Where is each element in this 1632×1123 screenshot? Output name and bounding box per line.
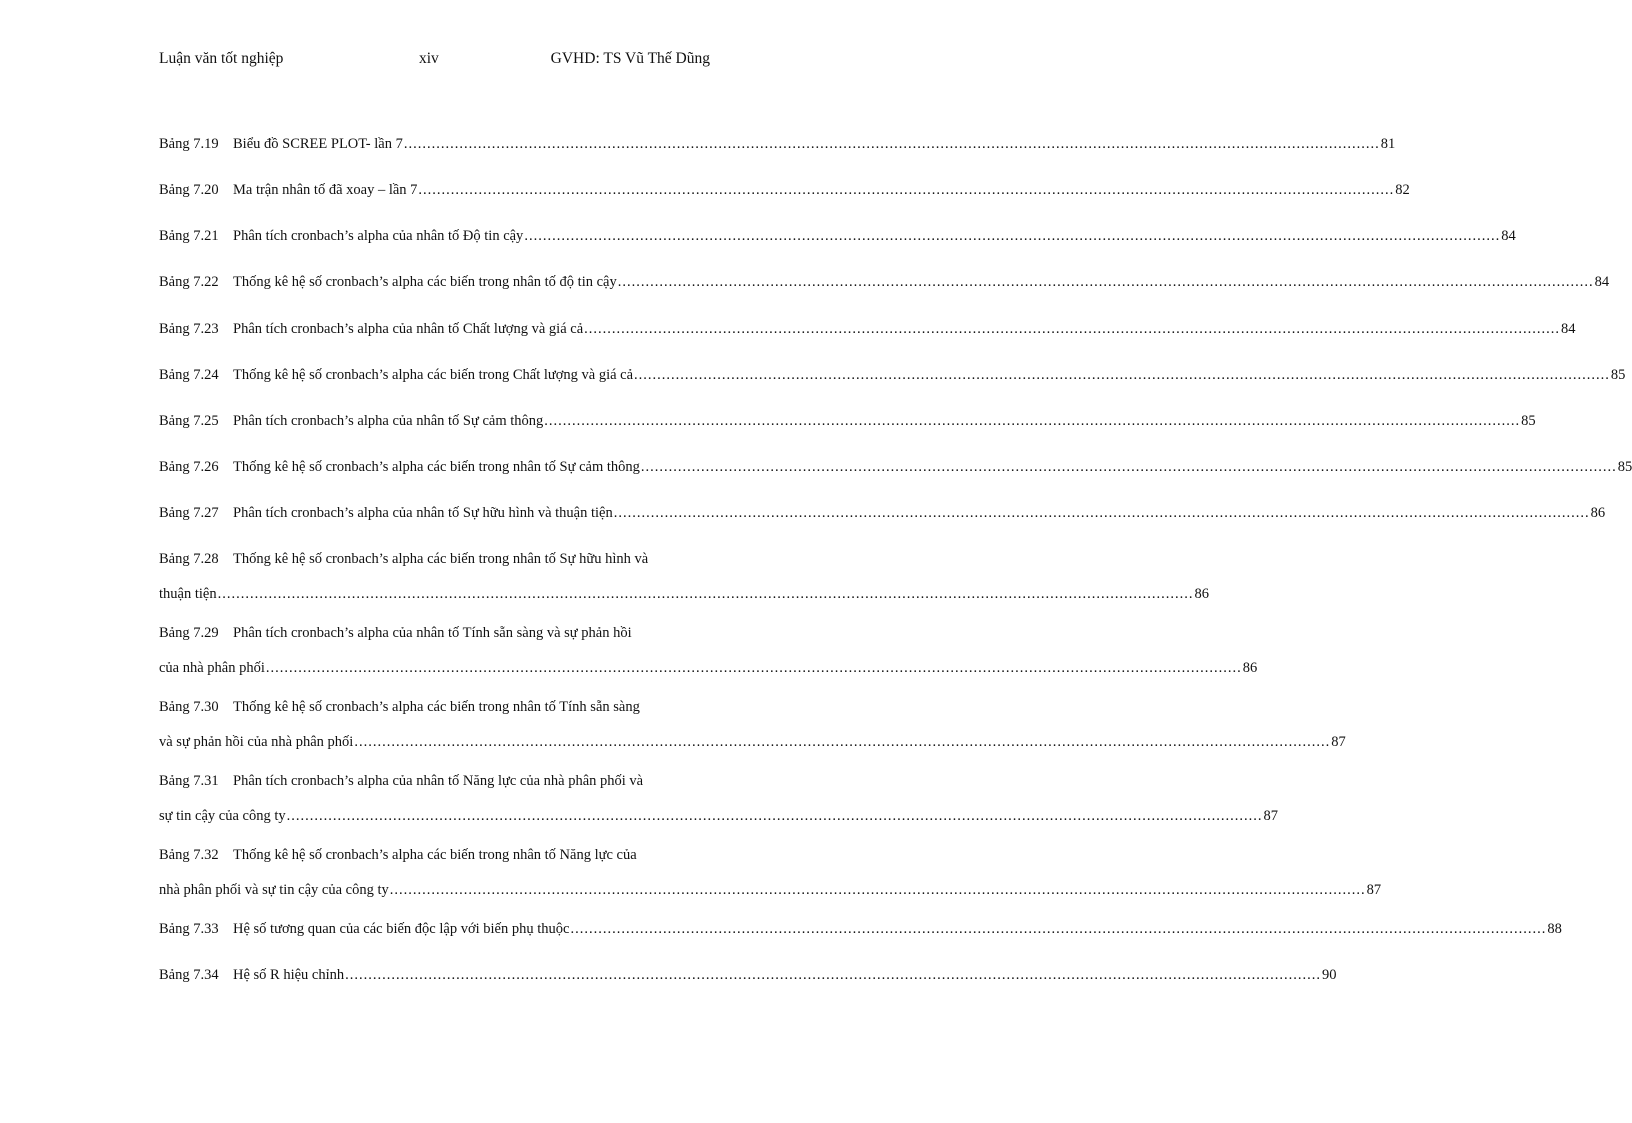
toc-leader-dots (584, 320, 1560, 338)
toc-entry-title: Phân tích cronbach’s alpha của nhân tố Độ tin cậy (233, 228, 524, 244)
toc-entry (159, 181, 1410, 199)
toc-entry (159, 458, 1632, 476)
toc-entry-number: Bảng 7.22 (159, 274, 219, 290)
toc-entry-title-continued: và sự phản hồi của nhà phân phối (159, 734, 354, 750)
toc-leader-dots (354, 733, 1330, 751)
toc-entry-title: Phân tích cronbach’s alpha của nhân tố Tính sẵn sàng và sự phản hồi (233, 625, 632, 641)
toc-entry (159, 273, 1610, 291)
toc-entry-page: 88 (1547, 921, 1562, 937)
toc-entry-title: Phân tích cronbach’s alpha của nhân tố Sự cảm thông (233, 413, 544, 429)
toc-leader-dots (618, 273, 1594, 291)
toc-leader-dots (634, 366, 1610, 384)
toc-leader-dots (390, 881, 1366, 899)
toc-entry-title: Thống kê hệ số cronbach’s alpha các biến trong nhân tố Năng lực của (233, 847, 637, 863)
toc-entry-title: Thống kê hệ số cronbach’s alpha các biến trong Chất lượng và giá cả (233, 367, 634, 383)
toc-entry-page: 82 (1395, 182, 1410, 198)
toc-entry-title: Phân tích cronbach’s alpha của nhân tố Chất lượng và giá cả (233, 321, 584, 337)
toc-entry-number: Bảng 7.33 (159, 921, 219, 937)
toc-entry-number: Bảng 7.23 (159, 321, 219, 337)
toc-entry (159, 550, 1209, 603)
toc-entry-page: 85 (1610, 367, 1626, 383)
toc-entry (159, 966, 1337, 984)
toc-leader-dots (345, 966, 1321, 984)
toc-leader-dots (404, 135, 1380, 153)
toc-entry-page: 85 (1617, 459, 1632, 475)
toc-entry-number: Bảng 7.29 (159, 625, 219, 641)
header-page-number: xiv (419, 50, 439, 67)
toc-entry-number: Bảng 7.28 (159, 551, 219, 567)
toc-entry-page: 86 (1242, 660, 1258, 676)
toc-entry-page: 86 (1194, 586, 1209, 602)
toc-entry-number: Bảng 7.21 (159, 228, 219, 244)
toc-entry-page: 87 (1331, 734, 1346, 750)
toc-entry-title: Thống kê hệ số cronbach’s alpha các biến trong nhân tố Tính sẵn sàng (233, 699, 640, 715)
toc-entry-page: 81 (1380, 136, 1396, 152)
toc-leader-dots (614, 504, 1590, 522)
toc-entry-title-continued: sự tin cậy của công ty (159, 808, 286, 824)
toc-leader-dots (266, 659, 1242, 677)
toc-entry-title-continued: thuận tiện (159, 586, 217, 602)
toc-entry-page: 87 (1263, 808, 1279, 824)
toc-entry (159, 227, 1516, 245)
toc-entry (159, 772, 1279, 825)
toc-entry (159, 624, 1258, 677)
toc-entry-page: 87 (1366, 882, 1382, 898)
toc-entry-number: Bảng 7.27 (159, 505, 219, 521)
toc-entry-number: Bảng 7.31 (159, 773, 219, 789)
toc-entry (159, 366, 1626, 384)
toc-entry-page: 84 (1594, 274, 1610, 290)
toc-entry-title: Hệ số R hiệu chỉnh (233, 967, 345, 983)
toc-entry-title: Phân tích cronbach’s alpha của nhân tố Năng lực của nhà phân phối và (233, 773, 644, 789)
toc-entry (159, 135, 1396, 153)
toc-entry-page: 84 (1501, 228, 1516, 244)
header-thesis-label: Luận văn tốt nghiệp (159, 50, 284, 67)
toc-entry-title-continued: của nhà phân phối (159, 660, 265, 676)
toc-entry-title-continued: nhà phân phối và sự tin cậy của công ty (159, 882, 389, 898)
page-header (159, 50, 710, 70)
toc-entry-title: Hệ số tương quan của các biến độc lập với biến phụ thuộc (233, 921, 570, 937)
toc-entry-number: Bảng 7.19 (159, 136, 219, 152)
toc-leader-dots (418, 181, 1394, 199)
toc-entry (159, 504, 1606, 522)
toc-entry-page: 86 (1590, 505, 1606, 521)
toc-entry-number: Bảng 7.32 (159, 847, 219, 863)
toc-entry (159, 412, 1536, 430)
toc-entry-title: Thống kê hệ số cronbach’s alpha các biến trong nhân tố Sự cảm thông (233, 459, 640, 475)
toc-entry-number: Bảng 7.30 (159, 699, 219, 715)
toc-entry (159, 698, 1346, 751)
toc-leader-dots (641, 458, 1617, 476)
toc-entry-title: Ma trận nhân tố đã xoay – lần 7 (233, 182, 418, 198)
toc-entry-page: 84 (1561, 321, 1576, 337)
toc-entry-title: Phân tích cronbach’s alpha của nhân tố Sự hữu hình và thuận tiện (233, 505, 613, 521)
toc-entry-number: Bảng 7.25 (159, 413, 219, 429)
toc-entry-title: Thống kê hệ số cronbach’s alpha các biến trong nhân tố độ tin cậy (233, 274, 617, 290)
toc-leader-dots (218, 585, 1194, 603)
toc-entry-number: Bảng 7.34 (159, 967, 219, 983)
toc-entry-title: Biểu đồ SCREE PLOT- lần 7 (233, 136, 403, 152)
toc-entry (159, 320, 1576, 338)
toc-entry-number: Bảng 7.20 (159, 182, 219, 198)
toc-leader-dots (287, 807, 1263, 825)
toc-entry (159, 846, 1382, 899)
toc-entry-page: 90 (1322, 967, 1337, 983)
toc-leader-dots (524, 227, 1500, 245)
toc-entry-number: Bảng 7.26 (159, 459, 219, 475)
toc-entry (159, 920, 1562, 938)
toc-leader-dots (570, 920, 1546, 938)
toc-leader-dots (544, 412, 1520, 430)
toc-entry-page: 85 (1521, 413, 1536, 429)
toc-entry-number: Bảng 7.24 (159, 367, 219, 383)
toc-entry-title: Thống kê hệ số cronbach’s alpha các biến trong nhân tố Sự hữu hình và (233, 551, 649, 567)
header-advisor: GVHD: TS Vũ Thế Dũng (550, 50, 710, 67)
